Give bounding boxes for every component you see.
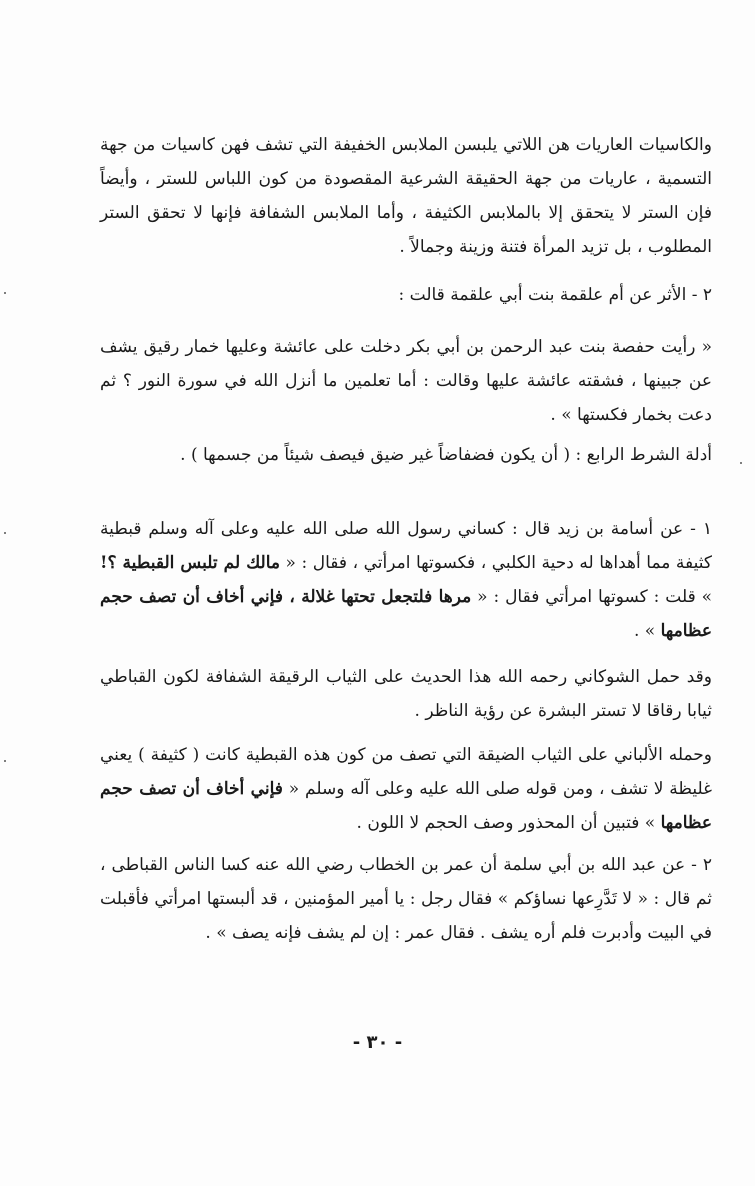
paragraph-umar-athar: ٢ - عن عبد الله بن أبي سلمة أن عمر بن الخطاب رضي الله عنه كسا الناس القباطى ، ثم قال : « لا تَدَّرِعها نساؤكم » فقال رجل : يا أمير المؤمنين ، قد ألبستها امرأتي فأقبلت في البيت وأدبرت فلم أره يشف . فقال عمر : إن لم يشف فإنه يصف » . [100, 855, 712, 943]
paragraph-kasiyat: والكاسيات العاريات هن اللاتي يلبسن الملابس الخفيفة التي تشف فهن كاسيات من جهة التسمية ، عاريات من جهة الحقيقة الشرعية المقصودة من كون اللباس للستر ، وأيضاً فإن الستر لا يتحقق إلا بالملابس الكثيفة ، وأما الملابس الشفافة فإنها لا تحقق الستر المطلوب ، بل تزيد المرأة فتنة وزينة وجمالاً . [100, 135, 712, 257]
albani-text-2: » فتبين أن المحذور وصف الحجم لا اللون . [356, 813, 656, 833]
usama-bold-2: مرها فلتجعل تحتها غلالة ، فإني أخاف أن تصف حجم عظامها [100, 587, 712, 641]
scan-speck [4, 760, 6, 762]
scan-speck [740, 462, 742, 464]
usama-text-2: » قلت : كسوتها امرأتي فقال : « [477, 587, 713, 607]
page-number: - ٣٠ - [352, 1032, 403, 1053]
paragraph-fourth-condition-heading: أدلة الشرط الرابع : ( أن يكون فضفاضاً غير ضيق فيصف شيئاً من جسمها ) . [180, 445, 712, 465]
paragraph-athar-heading: ٢ - الأثر عن أم علقمة بنت أبي علقمة قالت : [398, 285, 712, 305]
scan-speck [4, 292, 6, 294]
usama-bold-1: مالك لم تلبس القبطية ؟! [100, 553, 280, 573]
paragraph-shawkani: وقد حمل الشوكاني رحمه الله هذا الحديث على الثياب الرقيقة الشفافة لكون القباطي ثيابا رقاقا لا تستر البشرة عن رؤية الناظر . [100, 667, 712, 721]
scan-speck [4, 532, 6, 534]
usama-text-1: ١ - عن أسامة بن زيد قال : كساني رسول الله صلى الله عليه وعلى آله وسلم قبطية كثيفة مما أهداها له دحية الكلبي ، فكسوتها امرأتي ، فقال : « [100, 519, 712, 573]
paragraph-usama-hadith [100, 512, 712, 648]
paragraph-albani [100, 738, 712, 840]
paragraph-hafsa-narration: « رأيت حفصة بنت عبد الرحمن بن أبي بكر دخلت على عائشة وعليها خمار رقيق يشف عن جبينها ، فشقته عائشة عليها وقالت : أما تعلمين ما أنزل الله في سورة النور ؟ ثم دعت بخمار فكستها » . [100, 337, 712, 425]
albani-text-1: وحمله الألباني على الثياب الضيقة التي تصف من كون هذه القبطية كانت ( كثيفة ) يعني غليظة لا تشف ، ومن قوله صلى الله عليه وعلى آله وسلم « [100, 745, 713, 799]
albani-bold-1: فإني أخاف أن تصف حجم عظامها [100, 779, 712, 833]
usama-text-3: » . [633, 621, 656, 641]
